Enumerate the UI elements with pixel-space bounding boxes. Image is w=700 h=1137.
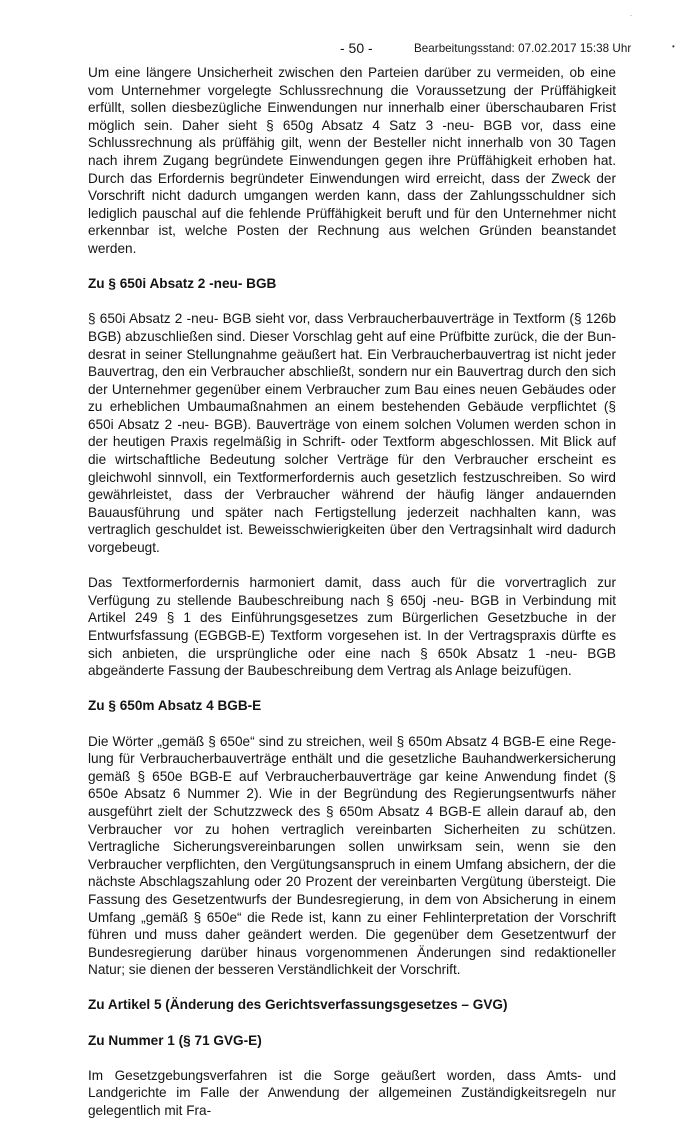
scan-speck: ˙: [630, 14, 633, 23]
revision-status: Bearbeitungsstand: 07.02.2017 15:38 Uhr: [414, 42, 632, 55]
section-heading: Zu Artikel 5 (Änderung des Gerichtsverfassungsgesetzes – GVG): [88, 997, 508, 1013]
paragraph: Im Gesetzgebungsverfahren ist die Sorge geäußert worden, dass Amts- und Landgerichte im Falle der Anwendung der allgemeinen Zuständigkeitsregeln nur gelegentlich mit Fra-: [88, 1067, 616, 1119]
paragraph: Die Wörter „gemäß § 650e“ sind zu streichen, weil § 650m Absatz 4 BGB-E eine Regelung für Verbraucherbauverträge enthält und die gesetzliche Bauhandwerkersicherung gemäß § 650e BGB-E auf Verbraucherbauverträge gar keine Anwendung findet (§ 650e Absatz 6 Nummer 2). Wie in der Begründung des Regierungsentwurfs näher ausgeführt zielt der Schutzzweck des § 650m Absatz 4 BGB-E allein darauf ab, den Verbraucher vor zu hohen vertraglich vereinbarten Sicherheiten zu schützen. Vertragliche Sicherungsvereinbarungen sollen unwirksam sein, wenn sie den Verbraucher verpflichten, den Vergütungsanspruch in einem Umfang absichern, der die nächste Abschlagszahlung oder 20 Prozent der vereinbarten Vergütung übersteigt. Die Fassung des Gesetzentwurfs der Bundesregierung, in dem von Absicherung in einem Umfang „gemäß § 650e“ die Rede ist, kann zu einer Fehlinterpretation der Vorschrift führen und muss daher geändert werden. Die gegenüber dem Gesetzentwurf der Bundesregierung darüber hinaus vorgenommenen Änderungen sind redaktioneller Natur; sie dienen der besseren Verständlichkeit der Vorschrift.: [88, 733, 616, 978]
paragraph: § 650i Absatz 2 -neu- BGB sieht vor, dass Verbraucherbauverträge in Textform (§ 126b BGB) abzuschließen sind. Dieser Vorschlag geht auf eine Prüfbitte zurück, die der Bundesrat in seiner Stellungnahme geäußert hat. Ein Verbraucherbauvertrag ist nicht jeder Bauvertrag, den ein Verbraucher abschließt, sondern nur ein Bauvertrag durch den sich der Unternehmer gegenüber einem Verbraucher zum Bau eines neuen Gebäudes oder zu erheblichen Umbaumaßnahmen an einem bestehenden Gebäude verpflichtet (§ 650i Absatz 2 -neu- BGB). Bauverträge von einem solchen Volumen werden schon in der heutigen Praxis regelmäßig in Schrift- oder Textform abgeschlossen. Mit Blick auf die wirtschaftliche Bedeutung solcher Verträge für den Verbraucher erscheint es gleichwohl sinnvoll, ein Textformerfordernis auch gesetzlich festzuschreiben. So wird gewährleistet, dass der Verbraucher während der häufig länger andauernden Bauausführung und später nach Fertigstellung jederzeit nachhalten kann, was vertraglich geschuldet ist. Beweisschwierigkeiten über den Vertragsinhalt wird dadurch vorgebeugt.: [88, 311, 616, 556]
section-heading: Zu Nummer 1 (§ 71 GVG-E): [88, 1032, 262, 1048]
scan-speck: •: [672, 42, 675, 51]
page-number: - 50 -: [340, 40, 373, 56]
paragraph: Um eine längere Unsicherheit zwischen den Parteien darüber zu vermeiden, ob eine vom Unternehmer vorgelegte Schlussrechnung die Voraussetzung der Prüffähigkeit erfüllt, sollen diesbezügliche Einwendungen nur innerhalb einer überschaubaren Frist möglich sein. Daher sieht § 650g Absatz 4 Satz 3 -neu- BGB vor, dass eine Schlussrechnung als prüffähig gilt, wenn der Besteller nicht innerhalb von 30 Tagen nach ihrem Zugang begründete Einwendungen gegen ihre Prüffähigkeit erhoben hat. Durch das Erfordernis begründeter Einwendungen wird erreicht, dass der Zweck der Vorschrift nicht dadurch umgangen werden kann, dass der Zahlungsschuldner sich lediglich pauschal auf die fehlende Prüffähigkeit beruft und für den Unternehmer nicht erkennbar ist, welche Posten der Rechnung aus welchen Gründen beanstandet werden.: [88, 65, 616, 256]
document-body: [88, 64, 616, 1137]
section-heading: Zu § 650i Absatz 2 -neu- BGB: [88, 276, 277, 292]
section-heading: Zu § 650m Absatz 4 BGB-E: [88, 698, 262, 714]
paragraph: Das Textformerfordernis harmoniert damit, dass auch für die vorvertraglich zur Verfügung zu stellende Baubeschreibung nach § 650j -neu- BGB in Verbindung mit Artikel 249 § 1 des Einführungsgesetzes zum Bürgerlichen Gesetzbuche in der Entwurfsfassung (EGBGB-E) Textform vorgesehen ist. In der Vertragspraxis dürfte es sich anbieten, die ursprüngliche oder eine nach § 650k Absatz 1 -neu- BGB abgeänderte Fassung der Baubeschreibung dem Vertrag als Anlage beizufügen.: [88, 575, 616, 679]
page-header: [0, 40, 700, 58]
